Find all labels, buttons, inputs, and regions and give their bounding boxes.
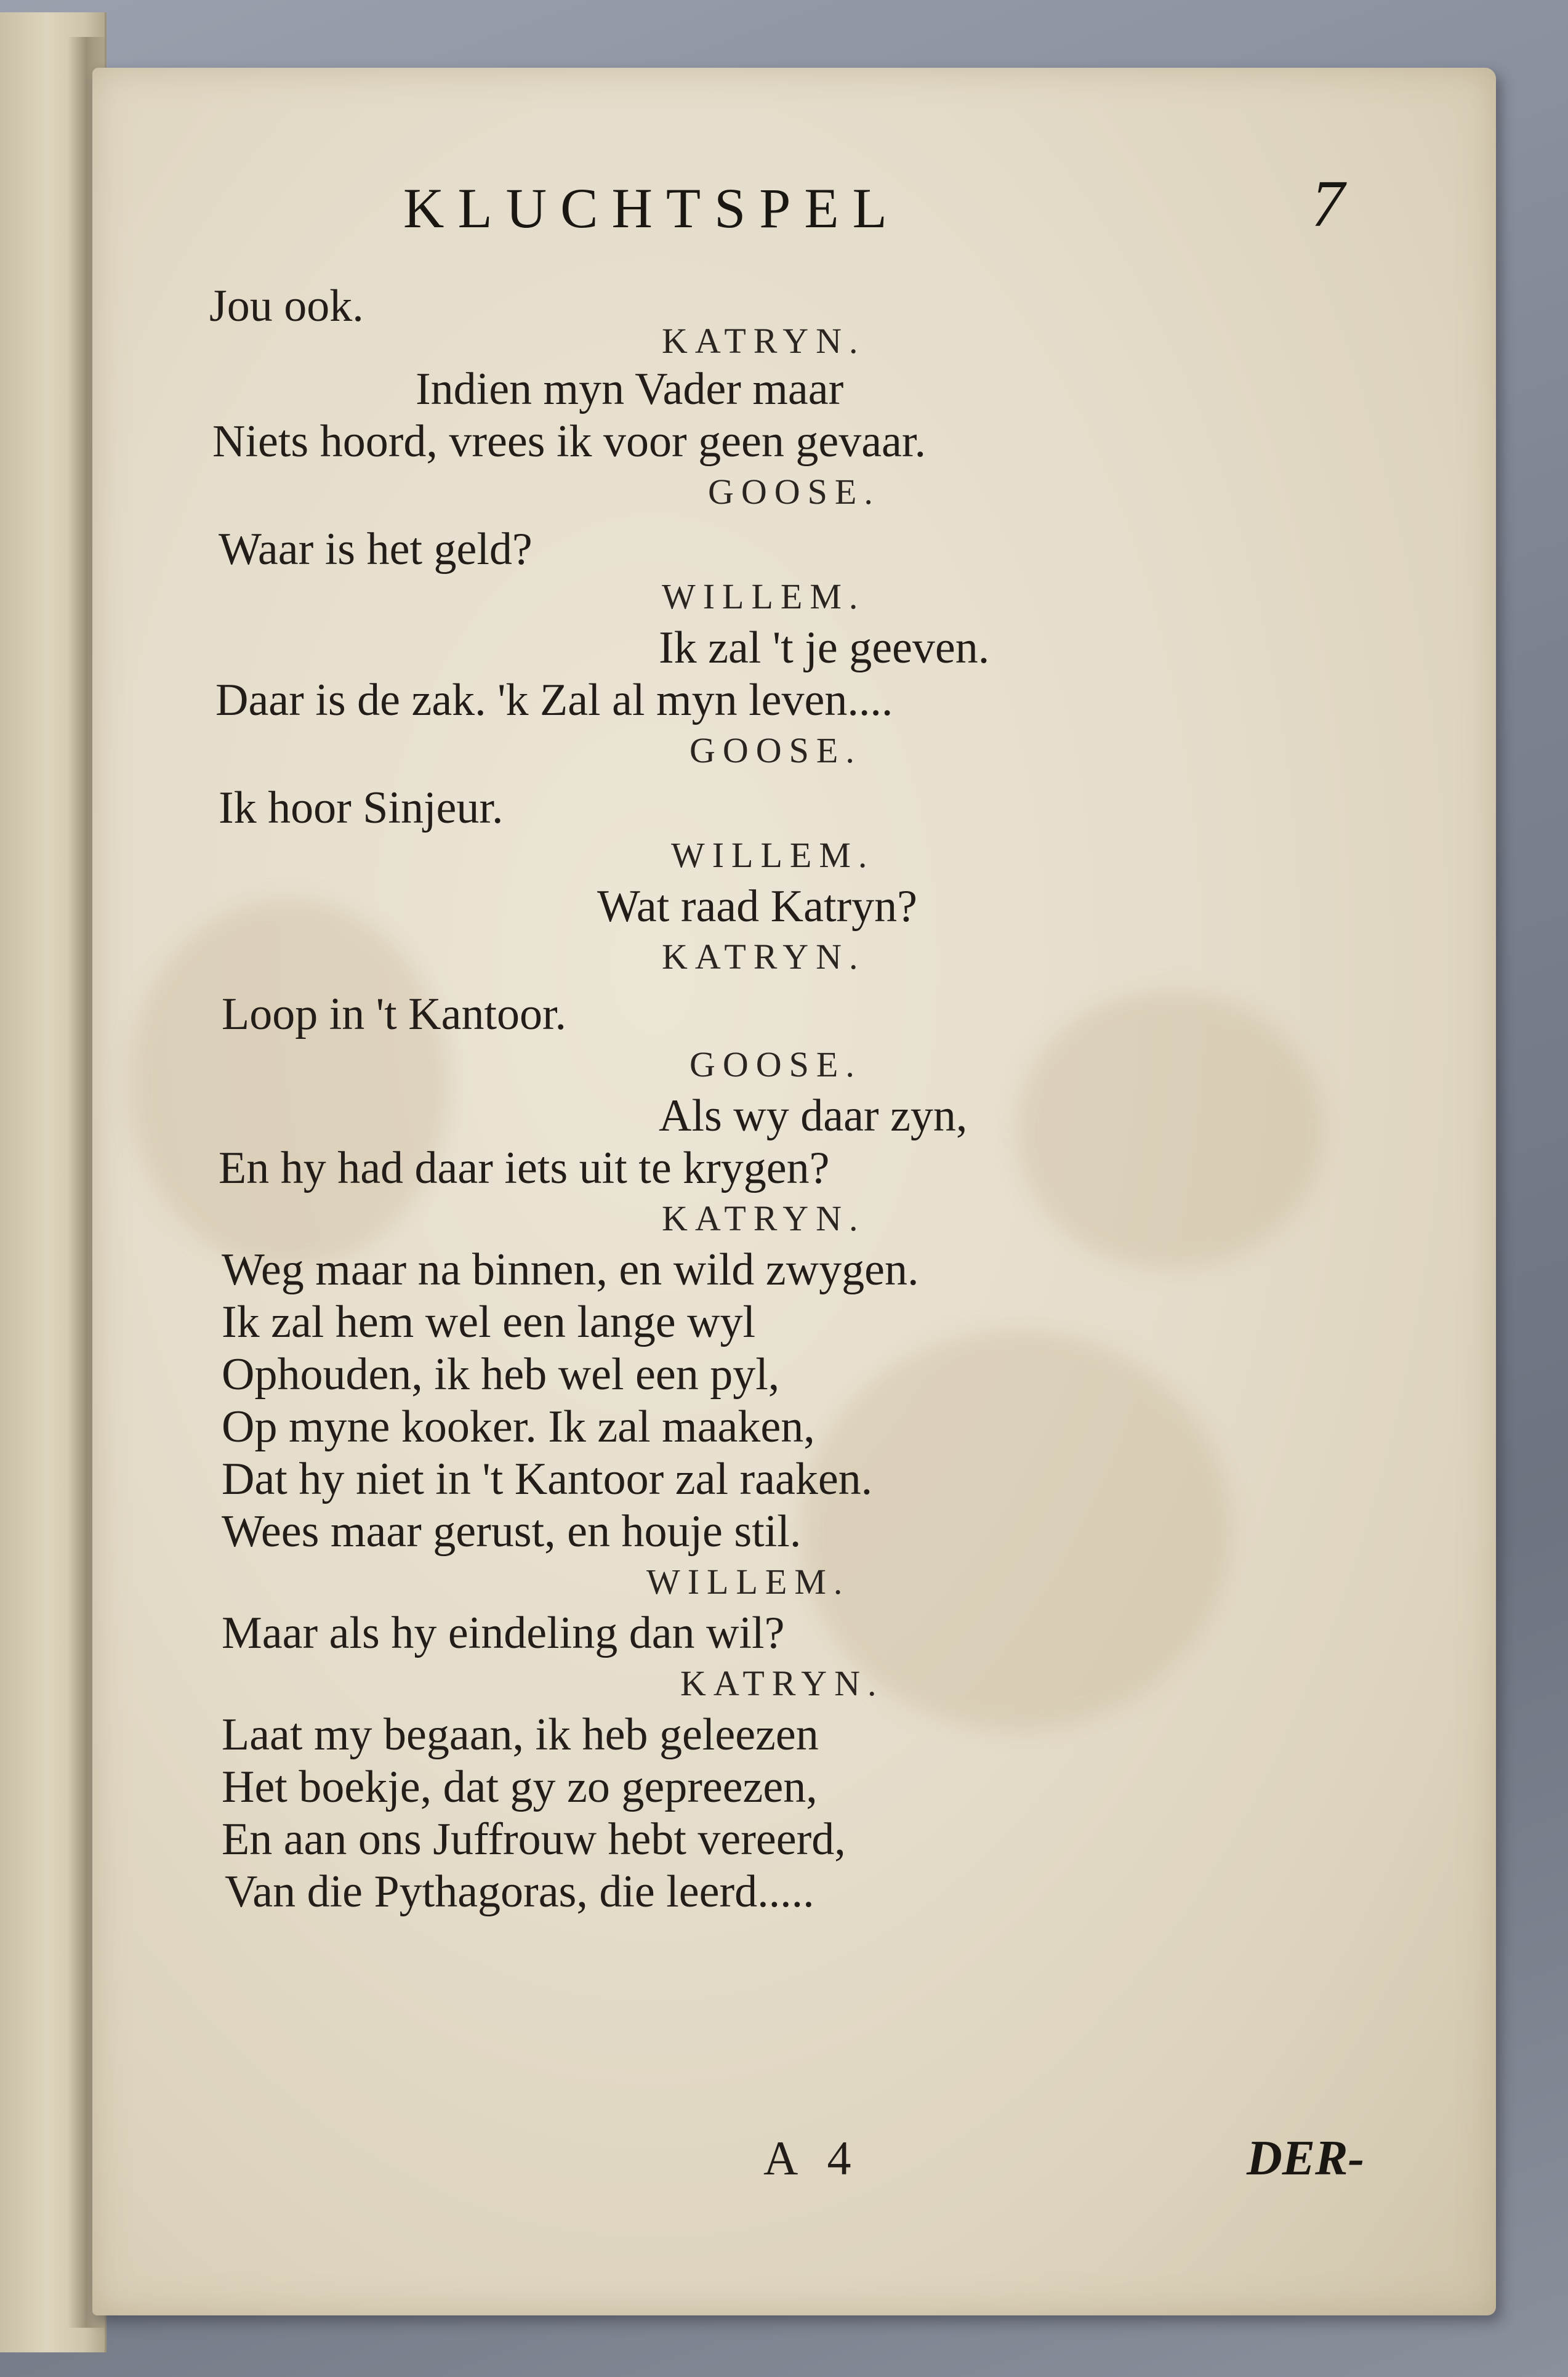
verse-line: Waar is het geld? (219, 524, 533, 575)
verse-line: Als wy daar zyn, (659, 1091, 968, 1141)
speaker-name: GOOSE. (708, 472, 880, 512)
verse-line: Wat raad Katryn? (597, 881, 917, 932)
speaker-name: WILLEM. (646, 1562, 850, 1602)
page-number: 7 (1311, 167, 1345, 241)
verse-line: Ik zal hem wel een lange wyl (222, 1297, 756, 1347)
verse-line: Ik zal 't je geeven. (659, 623, 990, 673)
verse-line: Niets hoord, vrees ik voor geen gevaar. (212, 416, 926, 467)
verse-line: En hy had daar iets uit te krygen? (219, 1143, 830, 1193)
speaker-name: GOOSE. (690, 730, 862, 770)
speaker-name: KATRYN. (680, 1663, 884, 1703)
verse-line: Op myne kooker. Ik zal maaken, (222, 1402, 815, 1452)
verse-line: Van die Pythagoras, die leerd..... (225, 1866, 814, 1917)
signature-mark: A 4 (763, 2131, 861, 2185)
book-page (92, 68, 1496, 2315)
catchword: DER- (1247, 2131, 1365, 2185)
speaker-name: KATRYN. (662, 321, 866, 361)
verse-line: Laat my begaan, ik heb geleezen (222, 1709, 819, 1760)
speaker-name: GOOSE. (690, 1044, 862, 1084)
speaker-name: KATRYN. (662, 937, 866, 977)
verse-line: En aan ons Juffrouw hebt vereerd, (222, 1814, 846, 1865)
verse-line: Daar is de zak. 'k Zal al myn leven.... (215, 675, 893, 725)
verse-line: Wees maar gerust, en houje stil. (222, 1506, 802, 1557)
verse-line: Indien myn Vader maar (416, 364, 844, 414)
verse-line: Jou ook. (209, 281, 364, 331)
verse-line: Ik hoor Sinjeur. (219, 783, 504, 833)
verse-line: Weg maar na binnen, en wild zwygen. (222, 1245, 919, 1295)
running-head: KLUCHTSPEL (403, 177, 901, 240)
speaker-name: WILLEM. (671, 835, 875, 875)
verse-line: Loop in 't Kantoor. (222, 989, 567, 1039)
speaker-name: WILLEM. (662, 576, 866, 616)
verse-line: Maar als hy eindeling dan wil? (222, 1608, 785, 1658)
verse-line: Het boekje, dat gy zo gepreezen, (222, 1762, 818, 1812)
speaker-name: KATRYN. (662, 1198, 866, 1238)
verse-line: Dat hy niet in 't Kantoor zal raaken. (222, 1454, 873, 1504)
verse-line: Ophouden, ik heb wel een pyl, (222, 1349, 780, 1400)
page-text (92, 68, 1496, 2315)
